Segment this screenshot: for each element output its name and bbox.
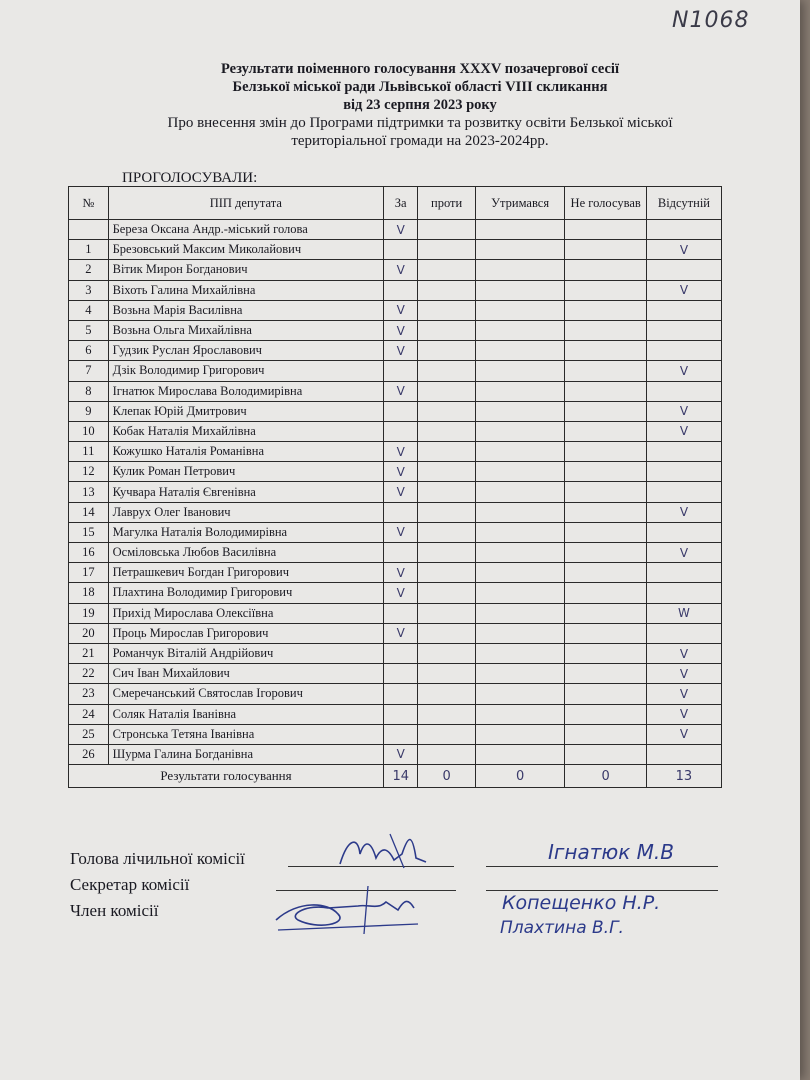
vote-mark-utr xyxy=(475,341,565,361)
vote-mark-za xyxy=(384,502,418,522)
table-row xyxy=(69,522,722,542)
vote-mark-vid xyxy=(646,563,721,583)
row-number: 6 xyxy=(69,341,109,361)
vote-mark-za: V xyxy=(384,260,418,280)
vote-mark-vid xyxy=(646,220,721,240)
vote-mark-vid xyxy=(646,522,721,542)
vote-mark-vid: V xyxy=(646,361,721,381)
vote-mark-ne xyxy=(565,442,646,462)
vote-mark-utr xyxy=(475,684,565,704)
vote-mark-utr xyxy=(475,280,565,300)
vote-mark-ne xyxy=(565,320,646,340)
title-line-3: від 23 серпня 2023 року xyxy=(343,97,497,113)
vote-mark-vid: V xyxy=(646,664,721,684)
vote-mark-utr xyxy=(475,300,565,320)
vote-mark-za xyxy=(384,664,418,684)
table-row xyxy=(69,421,722,441)
vote-mark-vid xyxy=(646,341,721,361)
deputy-name: Магулка Наталія Володимирівна xyxy=(108,522,383,542)
member-handwritten-name: Плахтина В.Г. xyxy=(500,918,624,938)
table-row xyxy=(69,563,722,583)
table-row xyxy=(69,320,722,340)
vote-mark-vid: V xyxy=(646,643,721,663)
table-row xyxy=(69,684,722,704)
vote-mark-ne xyxy=(565,623,646,643)
deputy-name: Віхоть Галина Михайлівна xyxy=(108,280,383,300)
vote-mark-utr xyxy=(475,563,565,583)
signature-labels xyxy=(70,846,245,924)
total-vidsutnii: 13 xyxy=(646,765,721,788)
vote-mark-vid: V xyxy=(646,421,721,441)
vote-mark-proty xyxy=(418,320,475,340)
vote-mark-utr xyxy=(475,623,565,643)
vote-mark-proty xyxy=(418,724,475,744)
deputy-name: Смеречанський Святослав Ігорович xyxy=(108,684,383,704)
header-utrymavsia: Утримався xyxy=(475,187,565,220)
table-row xyxy=(69,482,722,502)
vote-mark-utr xyxy=(475,401,565,421)
table-row xyxy=(69,401,722,421)
row-number: 7 xyxy=(69,361,109,381)
vote-mark-za: V xyxy=(384,482,418,502)
deputy-name: Кучвара Наталія Євгенівна xyxy=(108,482,383,502)
vote-mark-vid xyxy=(646,300,721,320)
deputy-name: Проць Мирослав Григорович xyxy=(108,623,383,643)
vote-mark-utr xyxy=(475,502,565,522)
vote-mark-vid: V xyxy=(646,240,721,260)
vote-mark-za: V xyxy=(384,341,418,361)
vote-mark-ne xyxy=(565,664,646,684)
secretary-name-line xyxy=(486,890,718,891)
table-row xyxy=(69,643,722,663)
vote-mark-ne xyxy=(565,603,646,623)
row-number: 22 xyxy=(69,664,109,684)
secretary-handwritten-name: Копещенко Н.Р. xyxy=(502,892,661,914)
deputy-name: Ігнатюк Мирослава Володимирівна xyxy=(108,381,383,401)
vote-mark-za xyxy=(384,643,418,663)
vote-mark-ne xyxy=(565,543,646,563)
title-line-2: Белзької міської ради Львівської області VIII скликання xyxy=(232,79,608,95)
vote-mark-za: V xyxy=(384,744,418,764)
row-number xyxy=(69,220,109,240)
table-header-row xyxy=(69,187,722,220)
vote-mark-proty xyxy=(418,623,475,643)
vote-mark-ne xyxy=(565,684,646,704)
vote-mark-za: V xyxy=(384,442,418,462)
vote-mark-utr xyxy=(475,462,565,482)
document-header xyxy=(90,60,750,150)
vote-mark-proty xyxy=(418,522,475,542)
vote-mark-utr xyxy=(475,320,565,340)
deputy-name: Шурма Галина Богданівна xyxy=(108,744,383,764)
vote-mark-proty xyxy=(418,462,475,482)
vote-mark-vid: V xyxy=(646,724,721,744)
row-number: 5 xyxy=(69,320,109,340)
vote-mark-za: V xyxy=(384,381,418,401)
deputy-name: Соляк Наталія Іванівна xyxy=(108,704,383,724)
vote-mark-proty xyxy=(418,603,475,623)
deputy-name: Вітик Мирон Богданович xyxy=(108,260,383,280)
vote-mark-proty xyxy=(418,563,475,583)
vote-mark-vid xyxy=(646,442,721,462)
vote-mark-za: V xyxy=(384,522,418,542)
deputy-name: Кобак Наталія Михайлівна xyxy=(108,421,383,441)
table-row xyxy=(69,502,722,522)
deputy-name: Прихід Мирослава Олексіївна xyxy=(108,603,383,623)
row-number: 3 xyxy=(69,280,109,300)
row-number: 10 xyxy=(69,421,109,441)
row-number: 19 xyxy=(69,603,109,623)
vote-mark-za: V xyxy=(384,623,418,643)
deputy-name: Береза Оксана Андр.-міський голова xyxy=(108,220,383,240)
vote-mark-proty xyxy=(418,502,475,522)
table-row xyxy=(69,664,722,684)
vote-mark-ne xyxy=(565,502,646,522)
total-proty: 0 xyxy=(418,765,475,788)
vote-mark-utr xyxy=(475,724,565,744)
table-row xyxy=(69,543,722,563)
row-number: 1 xyxy=(69,240,109,260)
vote-mark-ne xyxy=(565,240,646,260)
chair-handwritten-name: Ігнатюк М.В xyxy=(548,840,674,864)
table-row xyxy=(69,240,722,260)
voted-label: ПРОГОЛОСУВАЛИ: xyxy=(122,170,258,186)
vote-mark-vid xyxy=(646,381,721,401)
table-row xyxy=(69,583,722,603)
row-number: 14 xyxy=(69,502,109,522)
vote-mark-vid: V xyxy=(646,684,721,704)
title-line-1: Результати поіменного голосування XXXV позачергової сесії xyxy=(221,61,619,77)
chair-label: Голова лічильної комісії xyxy=(70,849,245,868)
row-number: 11 xyxy=(69,442,109,462)
vote-mark-vid: V xyxy=(646,280,721,300)
document-number: N1068 xyxy=(672,8,750,33)
vote-mark-za xyxy=(384,401,418,421)
table-row xyxy=(69,462,722,482)
vote-mark-proty xyxy=(418,361,475,381)
vote-mark-proty xyxy=(418,421,475,441)
vote-mark-proty xyxy=(418,240,475,260)
row-number: 9 xyxy=(69,401,109,421)
vote-mark-proty xyxy=(418,704,475,724)
vote-mark-ne xyxy=(565,341,646,361)
deputy-name: Кожушко Наталія Романівна xyxy=(108,442,383,462)
vote-mark-za: V xyxy=(384,462,418,482)
vote-mark-utr xyxy=(475,421,565,441)
vote-mark-utr xyxy=(475,522,565,542)
vote-mark-vid xyxy=(646,320,721,340)
vote-mark-vid xyxy=(646,583,721,603)
vote-mark-vid: V xyxy=(646,704,721,724)
table-row xyxy=(69,744,722,764)
row-number: 16 xyxy=(69,543,109,563)
total-utrymavsia: 0 xyxy=(475,765,565,788)
vote-mark-za xyxy=(384,724,418,744)
row-number: 24 xyxy=(69,704,109,724)
deputy-name: Осміловська Любов Василівна xyxy=(108,543,383,563)
vote-mark-proty xyxy=(418,543,475,563)
row-number: 4 xyxy=(69,300,109,320)
vote-mark-proty xyxy=(418,442,475,462)
vote-mark-utr xyxy=(475,643,565,663)
vote-mark-za: V xyxy=(384,220,418,240)
deputy-name: Дзік Володимир Григорович xyxy=(108,361,383,381)
vote-mark-ne xyxy=(565,704,646,724)
table-row xyxy=(69,361,722,381)
vote-mark-ne xyxy=(565,280,646,300)
deputy-name: Сич Іван Михайлович xyxy=(108,664,383,684)
deputy-name: Возьна Марія Василівна xyxy=(108,300,383,320)
vote-mark-vid: V xyxy=(646,543,721,563)
vote-mark-ne xyxy=(565,361,646,381)
table-row xyxy=(69,381,722,401)
vote-mark-ne xyxy=(565,563,646,583)
vote-mark-utr xyxy=(475,361,565,381)
vote-mark-utr xyxy=(475,482,565,502)
vote-mark-vid xyxy=(646,744,721,764)
chair-signature-icon xyxy=(330,828,440,872)
vote-mark-ne xyxy=(565,482,646,502)
vote-mark-za xyxy=(384,684,418,704)
table-row xyxy=(69,220,722,240)
table-row xyxy=(69,341,722,361)
vote-mark-za: V xyxy=(384,320,418,340)
vote-mark-proty xyxy=(418,583,475,603)
vote-mark-utr xyxy=(475,442,565,462)
table-row xyxy=(69,300,722,320)
table-row xyxy=(69,280,722,300)
vote-mark-vid: V xyxy=(646,502,721,522)
header-ne-holosuvav: Не голосував xyxy=(565,187,646,220)
vote-mark-za xyxy=(384,543,418,563)
vote-mark-za xyxy=(384,421,418,441)
vote-mark-vid xyxy=(646,462,721,482)
vote-mark-utr xyxy=(475,744,565,764)
deputy-name: Брезовський Максим Миколайович xyxy=(108,240,383,260)
table-row xyxy=(69,442,722,462)
totals-label: Результати голосування xyxy=(69,765,384,788)
vote-mark-vid: V xyxy=(646,401,721,421)
vote-mark-vid xyxy=(646,623,721,643)
header-vidsutnii: Відсутній xyxy=(646,187,721,220)
table-row xyxy=(69,704,722,724)
subject-line-1: Про внесення змін до Програми підтримки та розвитку освіти Белзької міської xyxy=(167,115,673,131)
vote-mark-ne xyxy=(565,724,646,744)
vote-mark-ne xyxy=(565,220,646,240)
vote-mark-za xyxy=(384,361,418,381)
vote-mark-proty xyxy=(418,643,475,663)
deputy-name: Плахтина Володимир Григорович xyxy=(108,583,383,603)
vote-mark-ne xyxy=(565,260,646,280)
vote-mark-za xyxy=(384,280,418,300)
row-number: 2 xyxy=(69,260,109,280)
vote-mark-ne xyxy=(565,300,646,320)
total-ne-holosuvav: 0 xyxy=(565,765,646,788)
secretary-label: Секретар комісії xyxy=(70,875,190,894)
vote-mark-za xyxy=(384,603,418,623)
deputy-name: Гудзик Руслан Ярославович xyxy=(108,341,383,361)
vote-mark-ne xyxy=(565,421,646,441)
vote-mark-za xyxy=(384,240,418,260)
vote-mark-proty xyxy=(418,664,475,684)
vote-mark-proty xyxy=(418,260,475,280)
vote-mark-za: V xyxy=(384,563,418,583)
vote-mark-proty xyxy=(418,744,475,764)
deputy-name: Клепак Юрій Дмитрович xyxy=(108,401,383,421)
deputy-name: Кулик Роман Петрович xyxy=(108,462,383,482)
totals-row xyxy=(69,765,722,788)
vote-mark-za xyxy=(384,704,418,724)
vote-mark-za: V xyxy=(384,583,418,603)
voting-table xyxy=(68,186,722,788)
row-number: 25 xyxy=(69,724,109,744)
row-number: 17 xyxy=(69,563,109,583)
header-name: ПІП депутата xyxy=(108,187,383,220)
deputy-name: Петрашкевич Богдан Григорович xyxy=(108,563,383,583)
vote-mark-ne xyxy=(565,744,646,764)
vote-mark-proty xyxy=(418,684,475,704)
row-number: 13 xyxy=(69,482,109,502)
vote-mark-za: V xyxy=(384,300,418,320)
row-number: 21 xyxy=(69,643,109,663)
vote-mark-utr xyxy=(475,583,565,603)
vote-mark-proty xyxy=(418,220,475,240)
vote-mark-utr xyxy=(475,260,565,280)
deputy-name: Стронська Тетяна Іванівна xyxy=(108,724,383,744)
vote-mark-utr xyxy=(475,664,565,684)
vote-mark-proty xyxy=(418,300,475,320)
header-proty: проти xyxy=(418,187,475,220)
vote-mark-utr xyxy=(475,603,565,623)
vote-mark-proty xyxy=(418,401,475,421)
row-number: 26 xyxy=(69,744,109,764)
vote-mark-utr xyxy=(475,704,565,724)
member-label: Член комісії xyxy=(70,901,159,920)
row-number: 20 xyxy=(69,623,109,643)
table-row xyxy=(69,623,722,643)
vote-mark-vid xyxy=(646,482,721,502)
header-za: За xyxy=(384,187,418,220)
row-number: 12 xyxy=(69,462,109,482)
row-number: 18 xyxy=(69,583,109,603)
table-row xyxy=(69,603,722,623)
vote-mark-proty xyxy=(418,280,475,300)
vote-mark-ne xyxy=(565,381,646,401)
vote-mark-proty xyxy=(418,381,475,401)
vote-mark-proty xyxy=(418,341,475,361)
vote-mark-ne xyxy=(565,522,646,542)
vote-mark-utr xyxy=(475,220,565,240)
vote-mark-ne xyxy=(565,583,646,603)
chair-name-line xyxy=(486,866,718,867)
vote-mark-vid: W xyxy=(646,603,721,623)
deputy-name: Лаврух Олег Іванович xyxy=(108,502,383,522)
header-num: № xyxy=(69,187,109,220)
vote-mark-ne xyxy=(565,462,646,482)
table-body xyxy=(69,220,722,765)
subject-line-2: територіальної громади на 2023-2024рр. xyxy=(291,133,549,149)
table-row xyxy=(69,724,722,744)
row-number: 23 xyxy=(69,684,109,704)
row-number: 8 xyxy=(69,381,109,401)
deputy-name: Возьна Ольга Михайлівна xyxy=(108,320,383,340)
table-row xyxy=(69,260,722,280)
total-za: 14 xyxy=(384,765,418,788)
vote-mark-proty xyxy=(418,482,475,502)
secretary-signature-icon xyxy=(268,880,428,940)
vote-mark-utr xyxy=(475,240,565,260)
vote-mark-vid xyxy=(646,260,721,280)
vote-mark-ne xyxy=(565,643,646,663)
vote-mark-utr xyxy=(475,543,565,563)
vote-mark-utr xyxy=(475,381,565,401)
row-number: 15 xyxy=(69,522,109,542)
deputy-name: Романчук Віталій Андрійович xyxy=(108,643,383,663)
vote-mark-ne xyxy=(565,401,646,421)
